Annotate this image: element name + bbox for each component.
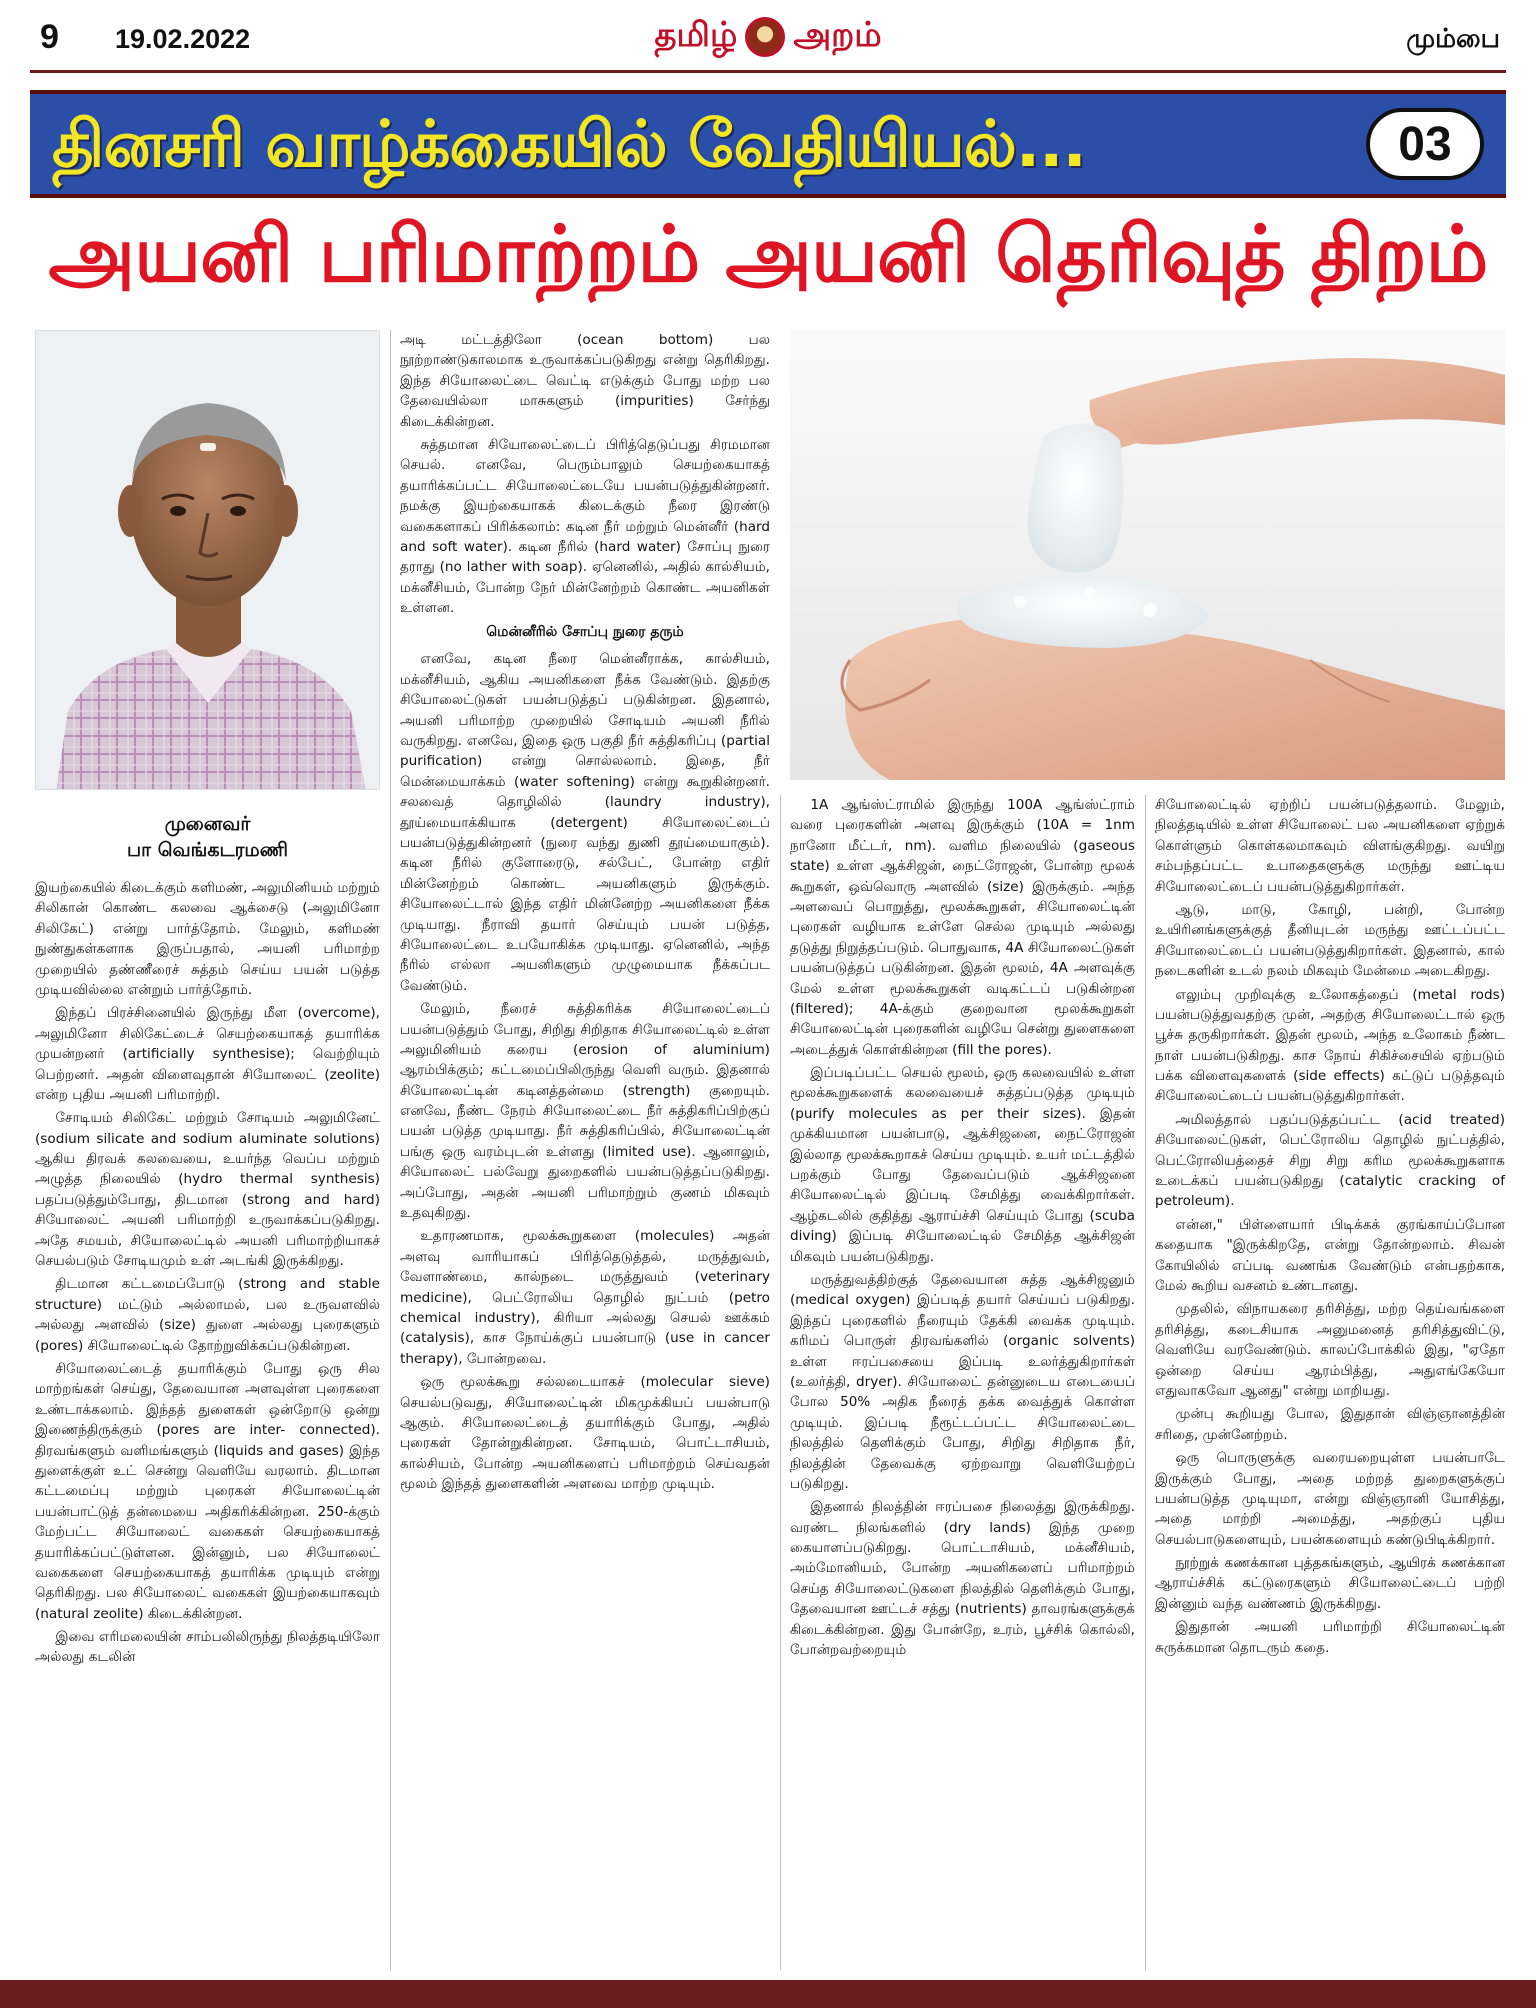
article-column-4 xyxy=(1155,795,1505,1661)
paragraph: என்ன," பிள்ளையார் பிடிக்கக் குரங்காய்ப்போன கதையாக "இருக்கிறதே, என்று தோன்றலாம். சிவன் கோயிலில் எப்படி வணங்க வேண்டும் என்பதற்காக, மேல் கூறிய வசனம் உண்டானது. xyxy=(1155,1216,1505,1294)
paragraph: எலும்பு முறிவுக்கு உலோகத்தைப் (metal rods) பயன்படுத்துவதற்கு முன், அதற்கு சியோலைட்டால் ஒரு பூச்சு தருகிறார்கள். இதன் மூலம், அந்த உலோகம் நீண்ட நாள் பயன்படுகிறது. காச நோய் சிகிச்சையில் ஏற்படும் பக்க விளைவுகளைக் (side effects) கட்டுப் படுத்தவும் சியோலைட்டைப் பயன்படுத்துகிறார்கள். xyxy=(1155,986,1505,1105)
paragraph: இவை எரிமலையின் சாம்பலிலிருந்து நிலத்தடியிலோ அல்லது கடலின் xyxy=(35,1629,380,1666)
paragraph: அடி மட்டத்திலோ (ocean bottom) பல நூற்றாண்டுகாலமாக உருவாக்கப்படுகிறது என்று தெரிகிறது. இந்த சியோலைட்டை வெட்டி எடுக்கும் போது மற்ற பல தேவையில்லா மாசுகளும் (impurities) சேர்ந்து கிடைக்கின்றன. xyxy=(400,332,770,430)
article-column-2 xyxy=(400,330,770,1497)
author-caption xyxy=(35,812,380,863)
paragraph: உதாரணமாக, மூலக்கூறுகளை (molecules) அதன் அளவு வாரியாகப் பிரித்தெடுத்தல், மருத்துவம், வேளாண்மை, கால்நடை மருத்துவம் (veterinary medicine), பெட்ரோலிய தொழில் நுட்பம் (petro chemical industry), கிரியா அல்லது செயல் ஊக்கம் (catalysis), காச நோய்க்குப் பயன்பாடு (use in cancer therapy), போன்றவை. xyxy=(400,1228,770,1367)
paragraph: திடமான கட்டமைப்போடு (strong and stable structure) மட்டும் அல்லாமல், பல உருவளவில் அல்லது அளவில் (size) துளை அல்லது புரைகளும் (pores) சியோலைட்டில் தோற்றுவிக்கப்படுகின்றன. xyxy=(35,1276,380,1354)
header-divider xyxy=(30,70,1506,73)
temple-lamp-icon xyxy=(745,17,785,57)
paragraph: ஆடு, மாடு, கோழி, பன்றி, போன்ற உயிரினங்களுக்குத் தீனியுடன் மருந்து ஊட்டப்பட்ட சியோலைட்டைப் பயன்படுத்துகிறார்கள். இதனால், கால் நடைகளின் உடல் நலம் மிகவும் மேன்மை அடைகிறது. xyxy=(1155,901,1505,980)
masthead-right-word: அறம் xyxy=(793,15,882,55)
author-photo xyxy=(35,330,380,790)
page-header xyxy=(0,0,1536,78)
article-headline: அயனி பரிமாற்றம் அயனி தெரிவுத் திறம் xyxy=(48,210,1488,300)
author-title: முனைவர் xyxy=(164,813,251,835)
paragraph: சோடியம் சிலிகேட் மற்றும் சோடியம் அலுமினேட் (sodium silicate and sodium aluminate solutions) ஆகிய திரவக் கலவையை, உயர்ந்த வெப்ப மற்றும் அழுத்த நிலையில் (hydro thermal synthesis) பதப்படுத்தும்போது, திடமான (strong and hard) சியோலைட் அயனி பரிமாற்றி உருவாக்கப்படுகிறது. அதே சமயம், சியோலைட்டில் அயனி பரிமாற்றியாகச் செயல்படும் சோடியமும் உள் அடங்கி இருக்கிறது. xyxy=(35,1110,380,1270)
paragraph: முன்பு கூறியது போல, இதுதான் விஞ்ஞானத்தின் சரிதை, முன்னேற்றம். xyxy=(1155,1406,1505,1443)
paragraph: சியோலைட்டைத் தயாரிக்கும் போது ஒரு சில மாற்றங்கள் செய்து, தேவையான அளவுள்ள புரைகளை உண்டாக்கலாம். இந்தத் துளைகள் ஒன்றோடு ஒன்று இணைந்திருக்கும் (pores are inter- connected). திரவங்களும் வளிமங்களும் (liquids and gases) இந்த துளைக்குள் உட் சென்று வெளியே வரலாம். திடமான கட்டமைப்பு மற்றும் புரைகள் சியோலைட்டின் பயன்பாட்டுத் தன்மையை அதிகரிக்கின்றன. 250-க்கும் மேற்பட்ட சியோலைட் வகைகள் செயற்கையாகத் தயாரிக்கப்பட்டுள்ளன. இன்னும், பல சியோலைட் வகைகளை செயற்கையாகத் தயாரிக்க முடியும் என்று தெரிகிறது. பல சியோலைட் வகைகள் இயற்கையாகவும் (natural zeolite) கிடைக்கின்றன. xyxy=(35,1360,380,1622)
masthead[interactable] xyxy=(560,14,976,60)
column-divider xyxy=(390,330,391,1970)
article-column-3 xyxy=(790,795,1135,1663)
paragraph: ஒரு மூலக்கூறு சல்லடையாகச் (molecular sieve) செயல்படுவது, சியோலைட்டின் மிகமுக்கியப் பயன்பாடு ஆகும். சியோலைட்டைத் தயாரிக்கும் போது, அதில் புரைகள் தோன்றுகின்றன. சோடியம், பொட்டாசியம், கால்சியம், போன்ற அயனிகளைப் பரிமாற்றம் செய்வதன் மூலம் இந்தத் துளைகளின் அளவை மாற்ற முடியும். xyxy=(400,1374,770,1493)
paragraph: ஒரு பொருளுக்கு வரையறையுள்ள பயன்பாடே இருக்கும் போது, அதை மற்றத் துறைகளுக்குப் பயன்படுத்த முடியுமா, என்று விஞ்ஞானி யோசித்து, அதை மாற்றி அமைத்து, அதற்குப் புதிய செயல்பாடுகளையும், பயன்களையும் கண்டுபிடிக்கிறார். xyxy=(1155,1450,1505,1548)
paragraph: சியோலைட்டில் ஏற்றிப் பயன்படுத்தலாம். மேலும், நிலத்தடியில் உள்ள சியோலைட் பல அயனிகளை ஏற்றுக் கொள்ளும் கொள்கலமாகவும் விளங்குகிறது. வயிறு சம்பந்தப்பட்ட உபாதைகளுக்கு மருந்து ஊட்டிய சியோலைட்டைப் பயன்படுத்துகிறார்கள். xyxy=(1155,797,1505,895)
paragraph: இப்படிப்பட்ட செயல் மூலம், ஒரு கலவையில் உள்ள மூலக்கூறுகளைக் கலவையைச் சுத்தப்படுத்த முடியும் (purify molecules as per their sizes). இதன் முக்கியமான பயன்பாடு, ஆக்சிஜனை, நைட்ரோஜன் இல்லாத மூலக்கூறாகச் செய்ய முடியும். உயர் மட்டத்தில் பறக்கும் போது தேவைப்படும் ஆக்சிஜனை சியோலைட்டில் இப்படி சேமித்து வைக்கிறார்கள். ஆழ்கடலில் குதித்து ஆராய்ச்சி செய்யும் போது (scuba diving) இப்படி சியோலைட்டில் சேமித்த ஆக்சிஜன் மிகவும் பயன்படுகிறது. xyxy=(790,1065,1135,1265)
author-name: பா வெங்கடரமணி xyxy=(127,838,288,861)
page-number: 9 xyxy=(40,18,59,56)
paragraph: அமிலத்தால் பதப்படுத்தப்பட்ட (acid treated) சியோலைட்டுகள், பெட்ரோலிய தொழில் நுட்பத்தில், பெட்ரோலியத்தைச் சிறு சிறு கரிம மூலக்கூறுகளாக உடைக்கப் பயன்படுகிறது (catalytic cracking of petroleum). xyxy=(1155,1111,1505,1210)
paragraph: முதலில், விநாயகரை தரிசித்து, மற்ற தெய்வங்களை தரிசித்து, கடைசியாக அனுமனைத் தரிசித்துவிட்டு, வெளியே வரவேண்டும். காலப்போக்கில் இது, "ஏதோ ஒன்றை செய்ய ஆரம்பித்து, அதுஎங்கேயோ எதுவாகவோ ஆனது" என்று மாறியது. xyxy=(1155,1301,1505,1399)
episode-badge: 03 xyxy=(1366,108,1484,180)
paragraph: இந்தப் பிரச்சினையில் இருந்து மீள (overcome), அலுமினோ சிலிகேட்டைச் செயற்கையாகத் தயாரிக்க முயன்றனர் (artificially synthesise); வெற்றியும் பெற்றனர். அதன் விளைவுதான் சியோலைட் (zeolite) என்ற புதிய அயனி பரிமாற்றி. xyxy=(35,1005,380,1103)
footer-bar xyxy=(0,1980,1536,2008)
series-banner xyxy=(30,90,1506,198)
paragraph: இதுதான் அயனி பரிமாற்றி சியோலைட்டின் சுருக்கமான தொடரும் கதை. xyxy=(1155,1619,1505,1656)
paragraph: சுத்தமான சியோலைட்டைப் பிரித்தெடுப்பது சிரமமான செயல். எனவே, பெரும்பாலும் செயற்கையாகத் தயாரிக்கப்பட்ட சியோலைட்டையே பயன்படுத்துகின்றனர். நமக்கு இயற்கையாகக் கிடைக்கும் நீரை இரண்டு வகைகளாகப் பிரிக்கலாம்: கடின நீர் மற்றும் மென்னீர் (hard and soft water). கடின நீரில் (hard water) சோப்பு நுரை தராது (no lather with soap). ஏனெனில், அதில் கால்சியம், மக்னீசியம், போன்ற நேர் மின்னேற்றம் கொண்ட அயனிகள் உள்ளன. xyxy=(400,436,770,617)
article-column-1 xyxy=(35,878,380,1671)
column-divider xyxy=(780,795,781,1970)
edition-city: மும்பை xyxy=(1406,24,1500,54)
subheading: மென்னீரில் சோப்பு நுரை தரும் xyxy=(486,624,684,641)
issue-date: 19.02.2022 xyxy=(115,24,251,54)
paragraph: இதனால் நிலத்தின் ஈரப்பசை நிலைத்து இருக்கிறது. வரண்ட நிலங்களில் (dry lands) இந்த முறை கையாளப்படுகிறது. பொட்டாசியம், மக்னீசியம், அம்மோனியம், போன்ற அயனிகளைப் பரிமாற்றம் செய்த சியோலைட்டுகளை நிலத்தில் தெளிக்கும் போது, தேவையான ஊட்டச் சத்து (nutrients) தாவரங்களுக்குக் கிடைக்கின்றன. இது போன்றே, உரம், பூச்சிக் கொல்லி, போன்றவற்றையும் xyxy=(790,1499,1135,1659)
paragraph: நூற்றுக் கணக்கான புத்தகங்களும், ஆயிரக் கணக்கான ஆராய்ச்சிக் கட்டுரைகளும் சியோலைட்டைப் பற்றி இன்னும் வந்த வண்ணம் இருக்கிறது. xyxy=(1155,1555,1505,1612)
paragraph: எனவே, கடின நீரை மென்னீராக்க, கால்சியம், மக்னீசியம், ஆகிய அயனிகளை நீக்க வேண்டும். இதற்கு சியோலைட்டுகள் பயன்படுத்தப் படுகின்றன. இதனால், அயனி பரிமாற்ற முறையில் சோடியம் அயனி நீரில் வருகிறது. எனவே, இதை ஒரு பகுதி நீர் சுத்திகரிப்பு (partial purification) என்று சொல்லலாம். இதை, நீர் மென்மையாக்கம் (water softening) என்று கூறுகின்றனர். சலவைத் தொழிலில் (laundry industry), தூய்மையாக்கியாக (detergent) சியோலைட்டைப் பயன்படுத்துகின்றனர் (நுரை வந்து துணி தூய்மையாகும்). கடின நீரில் குளோரைடு, சல்பேட், போன்ற எதிர் மின்னேற்றம் கொண்ட அயனிகளும் இருக்கும். சியோலைட்டால் இந்த எதிர் மின்னேற்ற அயனிகளை நீக்க முடியாது. நீராவி தயார் செய்யும் பயன் படுத்த, சியோலைட்டை உபயோகிக்க முடியாது. ஏனெனில், அந்த நீரில் எல்லா அயனிகளும் முழுமையாக நீக்கப்பட வேண்டும். xyxy=(400,651,770,994)
paragraph: மேலும், நீரைச் சுத்திகரிக்க சியோலைட்டைப் பயன்படுத்தும் போது, சிறிது சிறிதாக சியோலைட்டில் உள்ள அலுமினியம் கரைய (erosion of aluminium) ஆரம்பிக்கும்; கட்டமைப்பிலிருந்து வெளி வரும். இதனால் சியோலைட்டின் கடினத்தன்மை (strength) குறையும். எனவே, நீண்ட நேரம் சியோலைட்டை நீர் சுத்திகரிப்பிற்குப் பயன் படுத்த முடியாது. நீர் சுத்திகரிப்பில், சியோலைட்டின் பங்கு ஒரு வரம்புடன் உள்ளது (limited use). ஆனாலும், சியோலைட் பல்வேறு துறைகளில் பயன்படுத்தப்படுகிறது. அப்போது, அதன் அயனி பரிமாற்றும் குணம் மிகவும் உதவுகிறது. xyxy=(400,1001,770,1222)
paragraph: இயற்கையில் கிடைக்கும் களிமண், அலுமினியம் மற்றும் சிலிகான் கொண்ட கலவை ஆக்சைடு (அலுமினோ சிலிகேட்) என்று பார்த்தோம். மேலும், களிமண் நுண்துகள்களாக இருப்பதால், அயனி பரிமாற்ற முறையில் தண்ணீரைச் சுத்தம் செய்ய பயன் படுத்த முடியவில்லை என்றும் பார்த்தோம். xyxy=(35,880,380,998)
series-title: தினசரி வாழ்க்கையில் வேதியியல்... xyxy=(52,108,1086,182)
masthead-left-word: தமிழ் xyxy=(654,15,738,55)
column-divider xyxy=(1145,795,1146,1970)
paragraph: மருத்துவத்திற்குத் தேவையான சுத்த ஆக்சிஜனும் (medical oxygen) இப்படித் தயார் செய்யப் படுகிறது. இந்தப் புரைகளில் நீரையும் தேக்கி வைக்க முடியும். கரிமப் பொருள் திரவங்களில் (organic solvents) உள்ள ஈரப்பசையை இப்படி உலர்த்துகிறார்கள் (உலர்த்தி, dryer). சியோலைட் தன்னுடைய எடையைப் போல 50% அதிக நீரைத் தக்க வைத்துக் கொள்ள முடியும். இப்படி நீரூட்டப்பட்ட சியோலைட்டை நிலத்தில் தெளிக்கும் போது, சிறிது சிறிதாக நீர், நிலத்தின் தேவைக்கு ஏற்றவாறு வெளியேற்றப் படுகிறது. xyxy=(790,1271,1135,1492)
paragraph: 1A ஆங்ஸ்ட்ராமில் இருந்து 100A ஆங்ஸ்ட்ராம் வரை புரைகளின் அளவு இருக்கும் (10A = 1nm நானோ மீட்டர், nm). வளிம நிலையில் (gaseous state) உள்ள ஆக்சிஜன், நைட்ரோஜன், போன்ற மூலக் கூறுகள், ஒவ்வொரு அளவில் (size) இருக்கும். அந்த அளவைப் பொறுத்து, மூலக்கூறுகள், சியோலைட்டின் புரைகள் வழியாக உள்ளே செல்ல முடியும் அல்லது தடுத்து நிறுத்தப்படும். பொதுவாக, 4A சியோலைட்டுகள் பயன்படுத்தப் படுகின்றன. இதன் மூலம், 4A அளவுக்கு மேல் உள்ள மூலக்கூறுகள் வடிகட்டப் படுகின்றன (filtered); 4A-க்கும் குறைவான மூலக்கூறுகள் சியோலைட்டின் புரைகளின் வழியே சென்று துளைகளை அடைத்துக் கொள்கின்றன (fill the pores). xyxy=(790,797,1135,1058)
soap-lather-photo xyxy=(790,330,1505,780)
